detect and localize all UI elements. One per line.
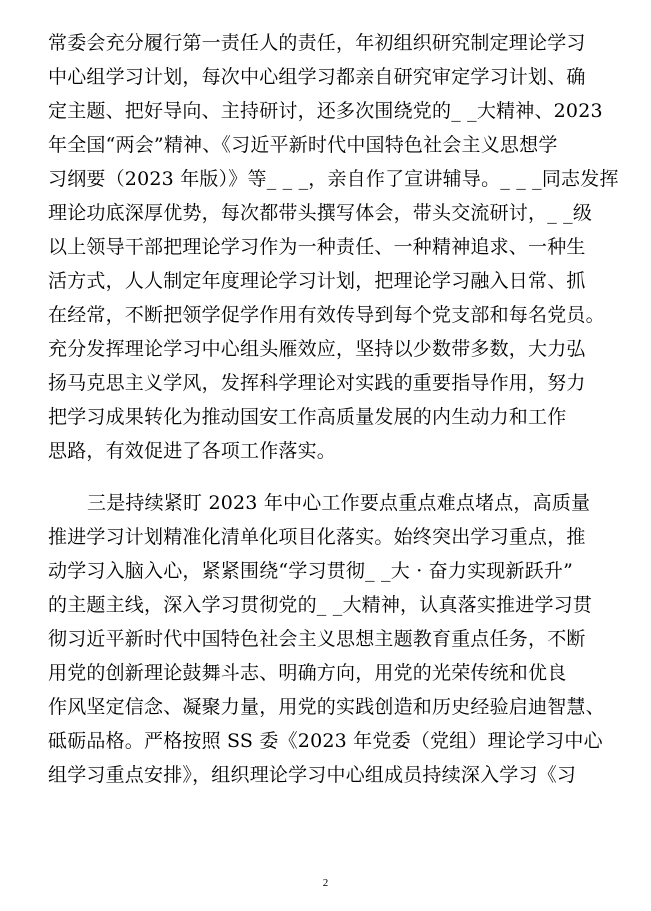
text-line: 中心组学习计划，每次中心组学习都亲自研究审定学习计划、确 [48,66,586,88]
text-line: 用党的创新理论鼓舞斗志、明确方向，用党的光荣传统和优良 [48,662,567,684]
text-line: 以上领导干部把理论学习作为一种责任、一种精神追求、一种生 [48,236,586,258]
text-line: 理论功底深厚优势，每次都带头撰写体会，带头交流研讨，_ _级 [48,202,593,224]
text-line: 组学习重点安排》，组织理论学习中心组成员持续深入学习《习 [48,764,577,786]
text-line: 的主题主线，深入学习贯彻党的_ _大精神，认真落实推进学习贯 [48,594,593,616]
text-line: 彻习近平新时代中国特色社会主义思想主题教育重点任务，不断 [48,628,586,650]
text-line: 年全国“两会”精神、《习近平新时代中国特色社会主义思想学 [48,134,558,156]
text-line: 扬马克思主义学风，发挥科学理论对实践的重要指导作用，努力 [48,372,586,394]
text-line: 习纲要（2023 年版）》等_ _ _，亲自作了宣讲辅导。_ _ _同志发挥 [48,168,619,190]
page-number: 2 [322,877,329,889]
text-line: 把学习成果转化为推动国安工作高质量发展的内生动力和工作 [48,406,567,428]
text-line: 动学习入脑入心，紧紧围绕“学习贯彻_ _大 · 奋力实现新跃升” [48,560,573,582]
text-line: 推进学习计划精准化清单化项目化落实。始终突出学习重点，推 [48,526,586,548]
text-line: 定主题、把好导向、主持研讨，还多次围绕党的_ _大精神、2023 [48,100,603,122]
paragraph-start-line: 三是持续紧盯 2023 年中心工作要点重点难点堵点，高质量 [87,492,591,514]
text-line: 思路，有效促进了各项工作落实。 [48,440,337,462]
text-line: 砥砺品格。严格按照 SS 委《2023 年党委（党组）理论学习中心 [48,730,603,752]
text-line: 常委会充分履行第一责任人的责任，年初组织研究制定理论学习 [48,32,586,54]
text-line: 活方式，人人制定年度理论学习计划，把理论学习融入日常、抓 [48,270,586,292]
text-line: 充分发挥理论学习中心组头雁效应，坚持以少数带多数，大力弘 [48,338,586,360]
text-line: 作风坚定信念、凝聚力量，用党的实践创造和历史经验启迪智慧、 [48,696,605,718]
text-line: 在经常，不断把领学促学作用有效传导到每个党支部和每名党员。 [48,304,605,326]
